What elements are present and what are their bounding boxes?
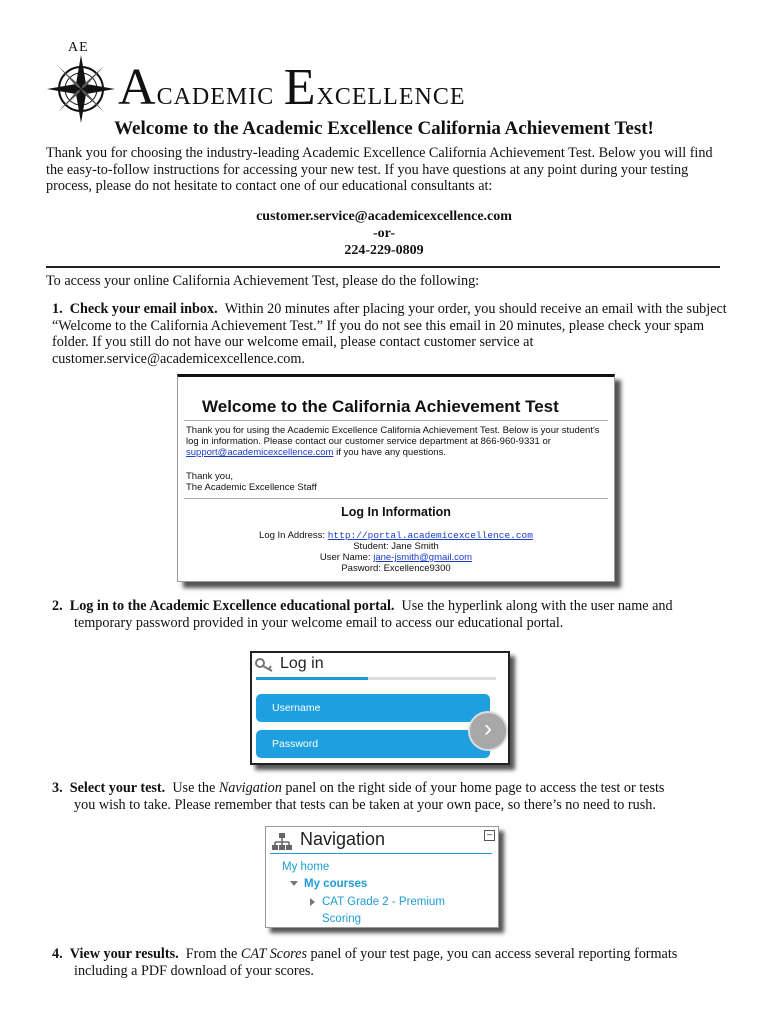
- email-divider: [184, 420, 608, 421]
- login-submit-button[interactable]: ›: [468, 711, 508, 751]
- contact-email[interactable]: customer.service@academicexcellence.com: [256, 209, 512, 224]
- nav-item-my-courses[interactable]: My courses: [304, 878, 368, 890]
- page-title: Welcome to the Academic Excellence California Achievement Test!: [114, 118, 654, 139]
- password-line: Pasword: Excellence9300: [341, 563, 451, 574]
- nav-item-cat-grade-2-cont[interactable]: Scoring: [322, 913, 361, 925]
- section-divider: [46, 266, 720, 268]
- step-2: 2. Log in to the Academic Excellence educational portal. Use the hyperlink along with the user name and temporary password provided in your welcome email to access our educational portal.: [52, 598, 673, 631]
- login-heading: Log in: [280, 655, 324, 672]
- email-title: Welcome to the California Achievement Test: [202, 397, 559, 416]
- contact-phone[interactable]: 224-229-0809: [344, 243, 424, 258]
- contact-block: [0, 208, 768, 259]
- password-field[interactable]: Password: [256, 730, 490, 758]
- login-screenshot: [250, 651, 510, 765]
- user-name-link[interactable]: jane-jsmith@gmail.com: [373, 552, 473, 563]
- step-1-heading: Check your email inbox.: [69, 301, 218, 317]
- brand-wordmark: Academic Excellence: [118, 59, 466, 116]
- login-info: Log In Address: http://portal.academicexcellence.com Student: Jane Smith User Name: jane-jsmith@gmail.com Pasword: Excellence9300: [178, 530, 614, 574]
- step-3: 3. Select your test. Use the Navigation panel on the right side of your home page to access the test or tests you wish to take. Please remember that tests can be taken at your own pace, so there’s no need to rush.: [52, 780, 665, 813]
- username-field[interactable]: Username: [256, 694, 490, 722]
- nav-item-cat-grade-2[interactable]: CAT Grade 2 - Premium: [322, 896, 445, 908]
- login-progress-fill: [256, 677, 368, 680]
- logo-mark: AE: [68, 40, 89, 55]
- navigation-screenshot: [265, 826, 499, 928]
- intro-paragraph: Thank you for choosing the industry-leading Academic Excellence California Achievement Test. Below you will find the easy-to-follow instructions for accessing your new test. If you have questions at any point during your testing process, please do not hesitate to contact one of our educational consultants at:: [46, 145, 713, 194]
- nav-item-my-home[interactable]: My home: [282, 861, 330, 873]
- email-signature: Thank you, The Academic Excellence Staff: [186, 471, 317, 493]
- step-1: 1. Check your email inbox. Within 20 minutes after placing your order, you should receive an email with the subject “Welcome to the California Achievement Test.” If you do not see this email in 20 minutes, please check your spam folder. If you still do not have our welcome email, please contact customer service at customer.service@academicexcellence.com.: [52, 301, 727, 367]
- expanded-caret-icon: [290, 881, 298, 886]
- navigation-divider: [270, 853, 492, 854]
- navigation-heading: Navigation: [300, 829, 386, 849]
- minimize-icon[interactable]: –: [484, 830, 495, 841]
- step-4-heading: View your results.: [69, 946, 179, 962]
- login-info-heading: Log In Information: [341, 505, 451, 519]
- step-2-heading: Log in to the Academic Excellence educational portal.: [69, 598, 395, 614]
- step-1-body: Within 20 minutes after placing your order, you should receive an email with the subject “Welcome to the California Achievement Test.” If you do not see this email in 20 minutes, please check your spam folder. If you still do not have our welcome email, please contact customer service at customer.service@academicexcellence.com.: [52, 301, 727, 367]
- key-icon: [255, 658, 275, 672]
- welcome-email-screenshot: [177, 374, 615, 582]
- compass-rose-icon: [46, 54, 116, 124]
- email-body: Thank you for using the Academic Excellence California Achievement Test. Below is your student's log in information. Please contact our customer service department at 866-960-9331 or support@academicexcellence.com if you have any questions.: [186, 425, 600, 458]
- brand-logo: [46, 40, 726, 120]
- student-name: Student: Jane Smith: [353, 541, 439, 552]
- support-email-link[interactable]: support@academicexcellence.com: [186, 447, 334, 458]
- portal-link[interactable]: http://portal.academicexcellence.com: [327, 530, 533, 541]
- access-instructions: To access your online California Achievement Test, please do the following:: [46, 273, 480, 289]
- contact-or: -or-: [372, 226, 396, 241]
- sitemap-icon: [272, 833, 292, 851]
- step-4: 4. View your results. From the CAT Scores panel of your test page, you can access several reporting formats including a PDF download of your scores.: [52, 946, 678, 979]
- step-3-heading: Select your test.: [69, 780, 166, 796]
- email-divider-2: [184, 498, 608, 499]
- collapsed-caret-icon: [310, 898, 315, 906]
